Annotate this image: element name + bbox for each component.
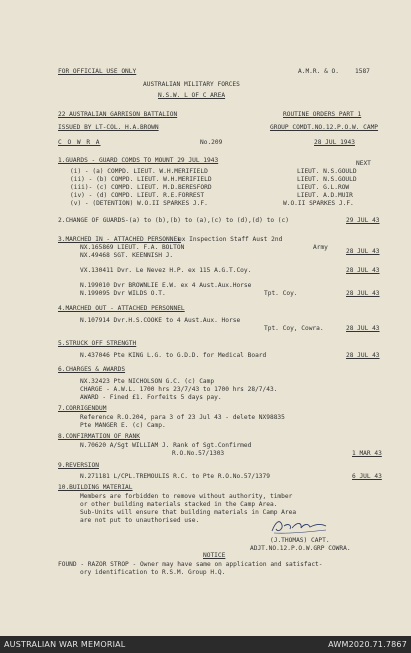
section-confirmation-title: 8.CONFIRMATION OF RANK [58,433,140,440]
reversion-date: 6 JUL 43 [352,473,382,480]
routine-orders-label: ROUTINE ORDERS PART 1 [283,111,362,118]
marched-out-date: 28 JUL 43 [346,325,380,332]
notice-title: NOTICE [203,552,226,559]
guard-row-right: W.O.II SPARKES J.F. [283,200,354,207]
place-name: C O W R A [58,139,101,146]
signatory-name: (J.THOMAS) CAPT. [270,537,330,544]
issued-by: ISSUED BY LT-COL. H.A.BROWN [58,124,159,131]
guard-row-left: (i) - (a) COMPD. LIEUT. W.H.MERIFIELD [70,168,208,175]
building-line: Sub-Units will ensure that building materials in Camp Area [80,509,297,516]
struck-off-line: N.437046 Pte KING L.G. to G.D.D. for Medical Board [80,352,267,359]
notice-line: FOUND - RAZOR STROP - Owner may have same on application and satisfact- [58,561,323,568]
guard-row-left: (ii) - (b) COMPD. LIEUT. W.H.MERIFIELD [70,176,212,183]
section-building-title: 10.BUILDING MATERIAL [58,484,133,491]
section-change-guards: 2.CHANGE OF GUARDS-(a) to (b),(b) to (a),(c) to (d),(d) to (c) [58,217,289,224]
section-marched-in-title: 3.MARCHED IN - ATTACHED PERSONNEL [58,236,181,243]
guard-row-right: LIEUT. N.S.GOULD [297,168,357,175]
marched-in-date: 28 JUL 43 [346,290,380,297]
section-marched-out-title: 4.MARCHED OUT - ATTACHED PERSONNEL [58,305,185,312]
corrigendum-line: Pte MANGER E. (c) Camp. [80,422,166,429]
guard-row-right: LIEUT. N.S.GOULD [297,176,357,183]
guard-row-right: LIEUT. A.D.MUIR [297,192,353,199]
marched-in-line: NX.165869 LIEUT. F.A. BOLTON [80,244,185,251]
footer-bar [0,636,411,653]
section-struck-off-title: 5.STRUCK OFF STRENGTH [58,340,137,347]
marched-out-line: N.107914 Dvr.H.S.COOKE to 4 Aust.Aux. Horse [80,317,241,324]
marched-in-line: N.199010 Dvr BROWNLIE E.W. ex 4 Aust.Aux.Horse [80,282,252,289]
marched-in-date: 28 JUL 43 [346,248,380,255]
charges-line: AWARD - Fined £1. Forfeits 5 days pay. [80,394,222,401]
signatory-role: ADJT.NO.12.P.O.W.GRP COWRA. [250,545,351,552]
order-date: 28 JUL 1943 [314,139,355,146]
footer-credit: AUSTRALIAN WAR MEMORIAL [4,640,126,649]
guard-row-left: (iii)- (c) COMPD. LIEUT. M.D.BERESFORD [70,184,212,191]
amr-label: A.M.R. & O. [298,68,339,75]
guard-row-left: (iv) - (d) COMPD. LIEUT. R.E.FORREST [70,192,205,199]
battalion-name: 22 AUSTRALIAN GARRISON BATTALION [58,111,178,118]
struck-off-date: 28 JUL 43 [346,352,380,359]
confirmation-date: 1 MAR 43 [352,450,382,457]
handwritten-signature [268,517,330,537]
building-line: Members are forbidden to remove without authority, timber [80,493,293,500]
forces-heading: AUSTRALIAN MILITARY FORCES [143,81,240,88]
section-charges-title: 6.CHARGES & AWARDS [58,366,126,373]
marched-in-army: Army [313,244,328,251]
confirmation-line: R.O.No.57/1303 [172,450,225,457]
confirmation-line: N.70620 A/Sgt WILLIAM J. Rank of Sgt.Confirmed [80,442,252,449]
building-line: are not put to unauthorised use. [80,517,200,524]
section-change-guards-date: 29 JUL 43 [346,217,380,224]
section-corrigendum-title: 7.CORRIGENDUM [58,405,107,412]
marched-in-date: 28 JUL 43 [346,267,380,274]
footer-accession-number: AWM2020.71.7867 [328,640,407,649]
amr-number: 1587 [355,68,370,75]
section-reversion-title: 9.REVERSION [58,462,99,469]
section-guards-next: NEXT [356,160,371,167]
notice-line: ory identification to R.S.M. Group H.Q. [80,569,226,576]
marched-in-line: NX.49468 SGT. KEENNISH J. [80,252,174,259]
marched-in-line: Tpt. Coy. [264,290,298,297]
reversion-line: N.271181 L/CPL.TREMOULIS R.C. to Pte R.O.No.57/1379 [80,473,270,480]
charges-line: NX.32423 Pte NICHOLSON G.C. (c) Camp [80,378,215,385]
guard-row-left: (v) - (DETENTION) W.O.II SPARKES J.F. [70,200,208,207]
marched-out-line: Tpt. Coy, Cowra. [264,325,324,332]
group-comdt: GROUP COMDT.NO.12.P.O.W. CAMP [270,124,379,131]
guard-row-right: LIEUT. G.L.ROW [297,184,350,191]
lofc-heading: N.S.W. L OF C AREA [158,92,226,99]
marched-in-line: N.199095 Dvr WILDS O.T. [80,290,166,297]
building-line: or other building materials stacked in the Camp Area. [80,501,278,508]
corrigendum-line: Reference R.O.204, para 3 of 23 Jul 43 - delete NX98835 [80,414,285,421]
charges-line: CHARGE - A.W.L. 1700 hrs 23/7/43 to 1700 hrs 28/7/43. [80,386,278,393]
order-number: No.209 [200,139,223,146]
section-guards-title: 1.GUARDS - GUARD COMDS TO MOUNT 29 JUL 1943 [58,157,219,164]
marched-in-line: VX.130411 Dvr. Le Nevez H.P. ex 115 A.G.T.Coy. [80,267,252,274]
official-use-label: FOR OFFICIAL USE ONLY [58,68,137,75]
section-marched-in-title-rest: ex Inspection Staff Aust 2nd [178,236,283,243]
